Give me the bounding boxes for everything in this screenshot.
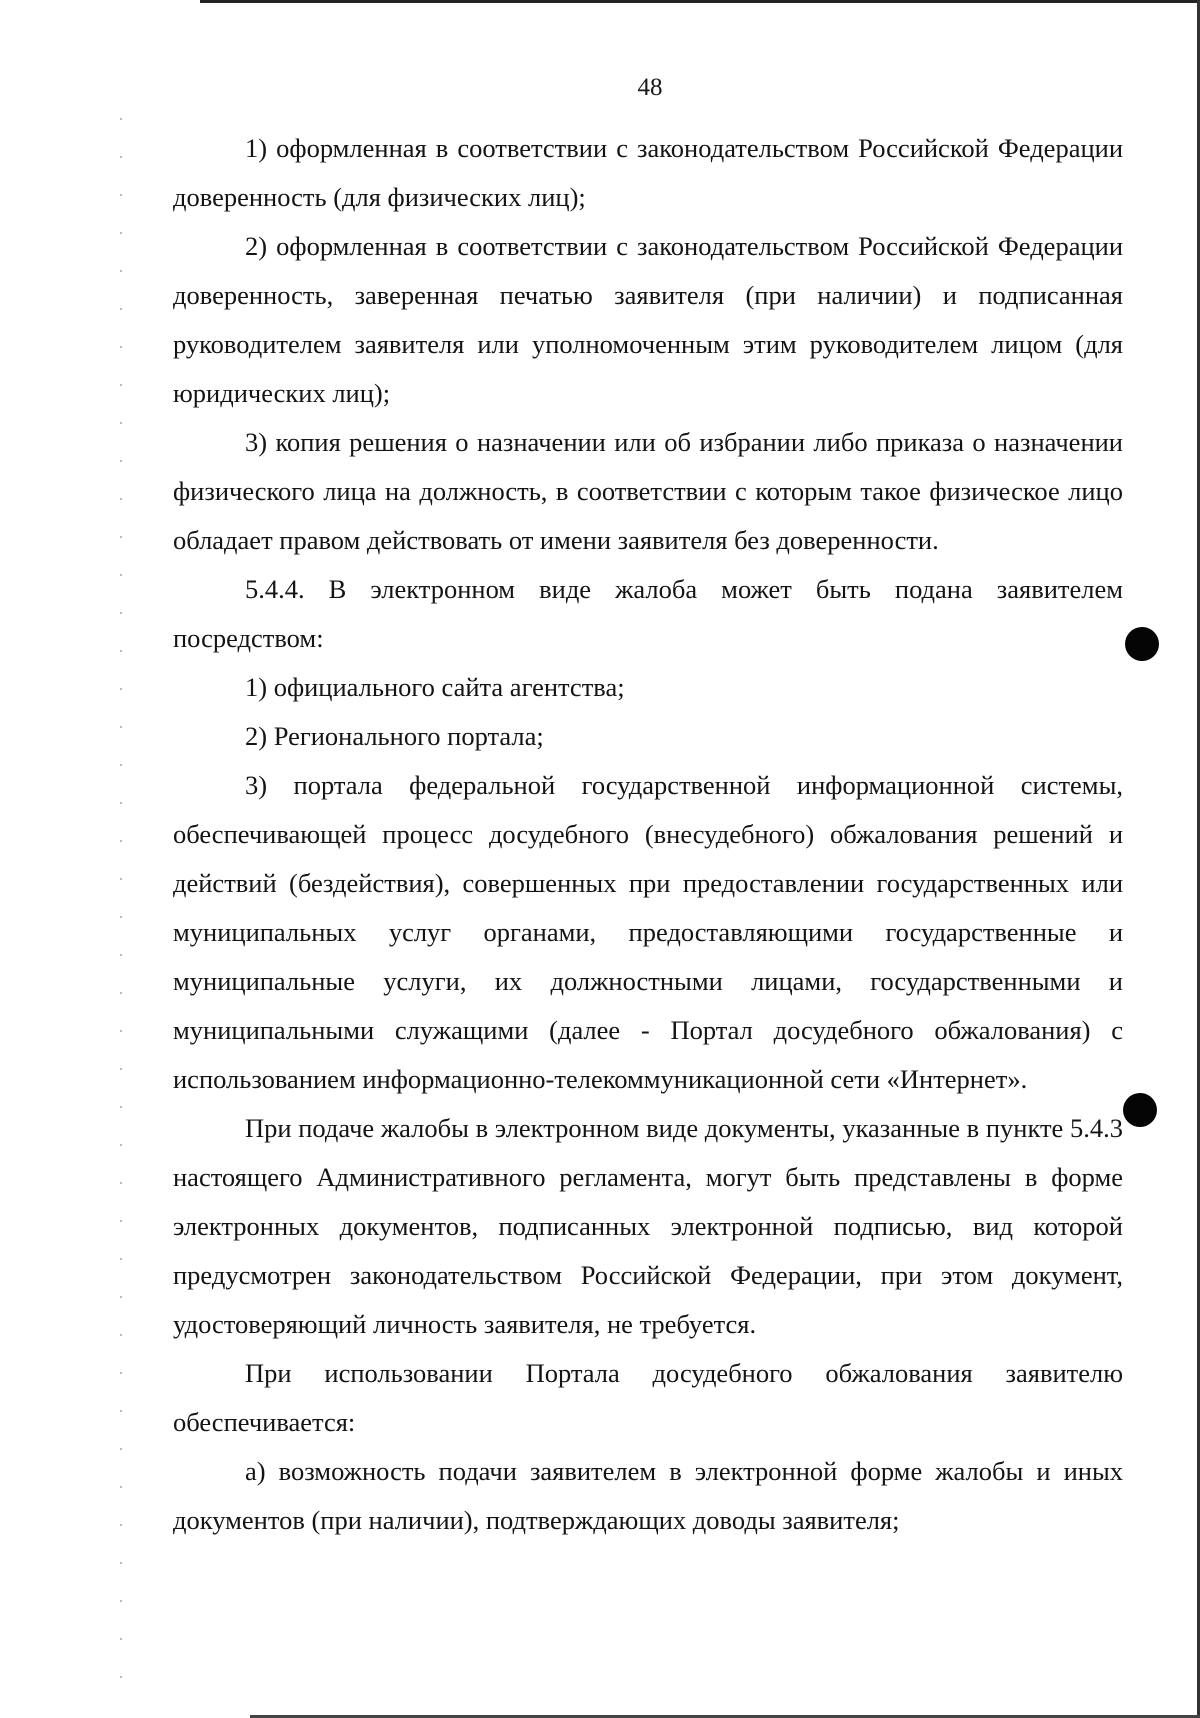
paragraph-portal-usage: При использовании Портала досудебного обжалования заявителю обеспечивается: [173, 1358, 1123, 1437]
punch-hole-lower [1123, 1093, 1157, 1127]
paragraph-item-official-site: 1) официального сайта агентства; [245, 672, 625, 702]
punch-hole-upper [1125, 627, 1159, 661]
paragraph-item-3-appointment-decision: 3) копия решения о назначении или об избрании либо приказа о назначении физического лица на должность, в соответствии с которым такое физическое лицо обладает правом действовать от имени заявителя без доверенности. [173, 427, 1123, 555]
paragraph-5-4-4: 5.4.4. В электронном виде жалоба может быть подана заявителем посредством: [173, 574, 1123, 653]
paragraph-item-2-power-of-attorney-legal-entities: 2) оформленная в соответствии с законодательством Российской Федерации доверенность, заверенная печатью заявителя (при наличии) и подписанная руководителем заявителя или уполномоченным этим руководителем лицом (для юридических лиц); [173, 231, 1123, 408]
paragraph-item-1-power-of-attorney-individuals: 1) оформленная в соответствии с законодательством Российской Федерации доверенность (для физических лиц); [173, 133, 1123, 212]
paragraph-item-regional-portal: 2) Регионального портала; [245, 721, 544, 751]
binding-specks [118, 100, 126, 1700]
paragraph-item-a-electronic-submission: а) возможность подачи заявителем в электронной форме жалобы и иных документов (при наличии), подтверждающих доводы заявителя; [173, 1456, 1123, 1535]
page-number: 48 [637, 74, 663, 101]
paragraph-item-federal-portal: 3) портала федеральной государственной информационной системы, обеспечивающей процесс досудебного (внесудебного) обжалования решений и действий (бездействия), совершенных при предоставлении государственных или муниципальных услуг органами, предоставляющими государственные и муниципальные услуги, их должностными лицами, государственными и муниципальными служащими (далее - Портал досудебного обжалования) с использованием информационно-телекоммуникационной сети «Интернет». [173, 770, 1123, 1094]
scan-edge-top [200, 0, 1200, 3]
paragraph-electronic-documents: При подаче жалобы в электронном виде документы, указанные в пункте 5.4.3 настоящего Административного регламента, могут быть представлены в форме электронных документов, подписанных электронной подписью, вид которой предусмотрен законодательством Российской Федерации, при этом документ, удостоверяющий личность заявителя, не требуется. [173, 1113, 1123, 1339]
document-body [173, 124, 1123, 1545]
